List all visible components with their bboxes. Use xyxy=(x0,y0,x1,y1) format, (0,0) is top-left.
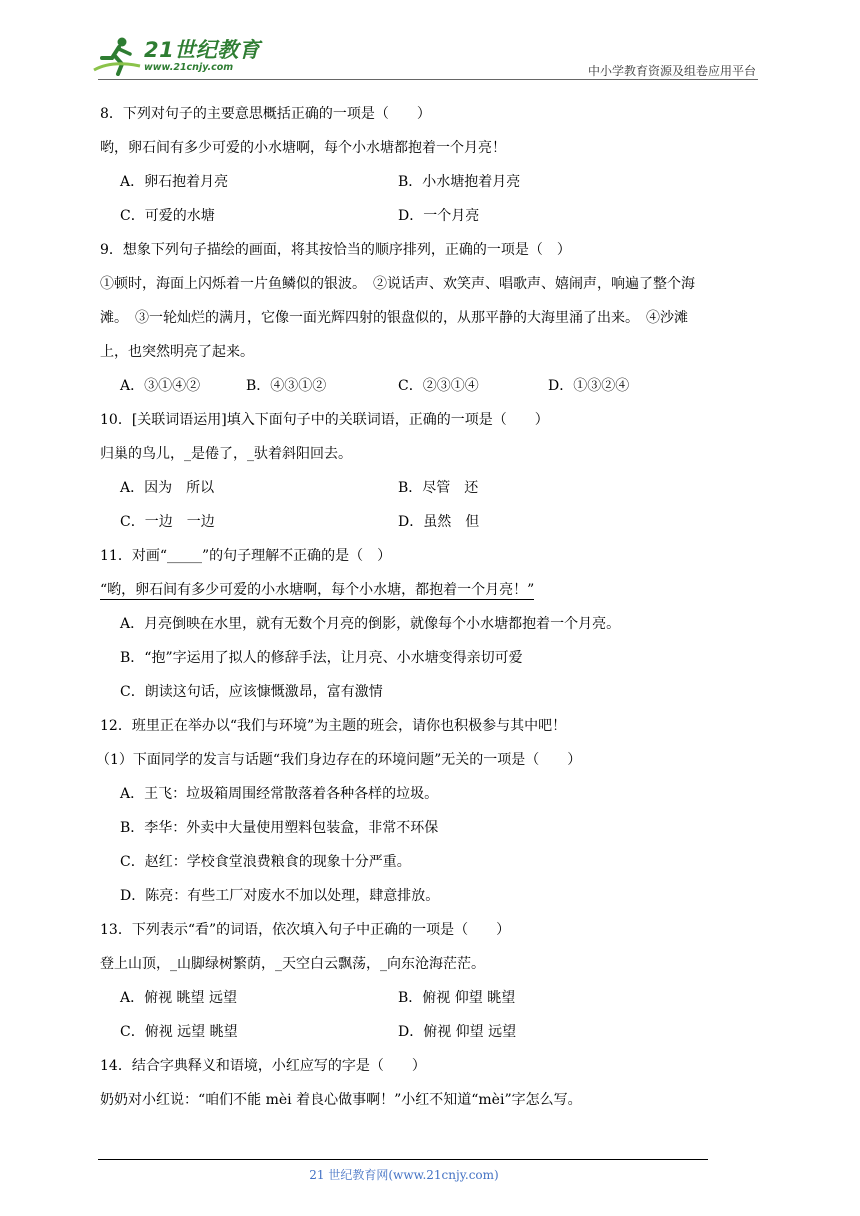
q9-stem: 9．想象下列句子描绘的画面，将其按恰当的顺序排列，正确的一项是（ ） xyxy=(100,242,571,258)
q13-option-a: A．俯视 眺望 远望 xyxy=(120,990,238,1006)
q11-sentence xyxy=(100,580,534,600)
q9-line-1: ①顿时，海面上闪烁着一片鱼鳞似的银波。 ②说话声、欢笑声、唱歌声、嬉闹声，响遍了整个海 xyxy=(100,276,695,292)
logo-url: www.21cnjy.com xyxy=(144,62,234,73)
q12-option-d: D．陈亮：有些工厂对废水不加以处理，肆意排放。 xyxy=(120,888,440,904)
q8-option-a: A．卵石抱着月亮 xyxy=(120,174,229,190)
platform-title: 中小学教育资源及组卷应用平台 xyxy=(587,64,756,78)
q12-option-b: B．李华：外卖中大量使用塑料包装盒，非常不环保 xyxy=(120,820,439,836)
q8-sentence: 哟，卵石间有多少可爱的小水塘啊，每个小水塘都抱着一个月亮！ xyxy=(100,140,506,156)
site-logo xyxy=(92,36,261,80)
logo-text: 21世纪教育 xyxy=(144,38,261,62)
runner-logo-icon xyxy=(92,36,144,76)
q9-line-3: 上，也突然明亮了起来。 xyxy=(100,344,254,360)
page-header xyxy=(0,0,860,80)
q9-option-b: B．④③①② xyxy=(246,378,327,394)
q10-option-a: A．因为 所以 xyxy=(120,480,215,496)
q8-option-c: C．可爱的水塘 xyxy=(120,208,215,224)
page-footer: 21 世纪教育网(www.21cnjy.com) xyxy=(309,1168,499,1182)
q9-line-2: 滩。 ③一轮灿烂的满月，它像一面光辉四射的银盘似的，从那平静的大海里涌了出来。 ④沙滩 xyxy=(100,310,688,326)
q14-sentence: 奶奶对小红说：“咱们不能 mèi 着良心做事啊！”小红不知道“mèi”字怎么写。 xyxy=(100,1092,582,1108)
q13-option-d: D．俯视 仰望 远望 xyxy=(398,1024,517,1040)
q8-option-d: D．一个月亮 xyxy=(398,208,480,224)
q12-option-c: C．赵红：学校食堂浪费粮食的现象十分严重。 xyxy=(120,854,411,870)
header-divider xyxy=(98,79,758,80)
q8-stem: 8．下列对句子的主要意思概括正确的一项是（ ） xyxy=(100,106,431,122)
q13-option-c: C．俯视 远望 眺望 xyxy=(120,1024,238,1040)
q13-sentence: 登上山顶，_山脚绿树繁荫，_天空白云飘荡，_向东沧海茫茫。 xyxy=(100,956,485,972)
footer-divider xyxy=(98,1159,708,1160)
q12-sub-question: （1）下面同学的发言与话题“我们身边存在的环境问题”无关的一项是（ ） xyxy=(96,752,582,768)
q9-option-a: A．③①④② xyxy=(120,378,201,394)
q9-option-d: D．①③②④ xyxy=(548,378,630,394)
q12-option-a: A．王飞：垃圾箱周围经常散落着各种各样的垃圾。 xyxy=(120,786,439,802)
q10-sentence: 归巢的鸟儿，_是倦了，_驮着斜阳回去。 xyxy=(100,446,352,462)
q11-stem: 11．对画“_____”的句子理解不正确的是（ ） xyxy=(100,548,392,564)
q10-stem: 10．[关联词语运用]填入下面句子中的关联词语，正确的一项是（ ） xyxy=(100,412,549,428)
q10-option-d: D．虽然 但 xyxy=(398,514,480,530)
q12-stem: 12．班里正在举办以“我们与环境”为主题的班会，请你也积极参与其中吧！ xyxy=(100,718,567,734)
q8-option-b: B．小水塘抱着月亮 xyxy=(398,174,521,190)
q11-underlined-sentence: “哟，卵石间有多少可爱的小水塘啊，每个小水塘，都抱着一个月亮！” xyxy=(100,582,535,598)
q13-option-b: B．俯视 仰望 眺望 xyxy=(398,990,516,1006)
q13-stem: 13．下列表示“看”的词语，依次填入句子中正确的一项是（ ） xyxy=(100,922,511,938)
q9-option-c: C．②③①④ xyxy=(398,378,479,394)
q14-stem: 14．结合字典释义和语境，小红应写的字是（ ） xyxy=(100,1058,426,1074)
q11-option-b: B．“抱”字运用了拟人的修辞手法，让月亮、小水塘变得亲切可爱 xyxy=(120,650,523,666)
q10-option-c: C．一边 一边 xyxy=(120,514,215,530)
q11-option-c: C．朗读这句话，应该慷慨激昂，富有激情 xyxy=(120,684,383,700)
q10-option-b: B．尽管 还 xyxy=(398,480,479,496)
q11-option-a: A．月亮倒映在水里，就有无数个月亮的倒影，就像每个小水塘都抱着一个月亮。 xyxy=(120,616,621,632)
